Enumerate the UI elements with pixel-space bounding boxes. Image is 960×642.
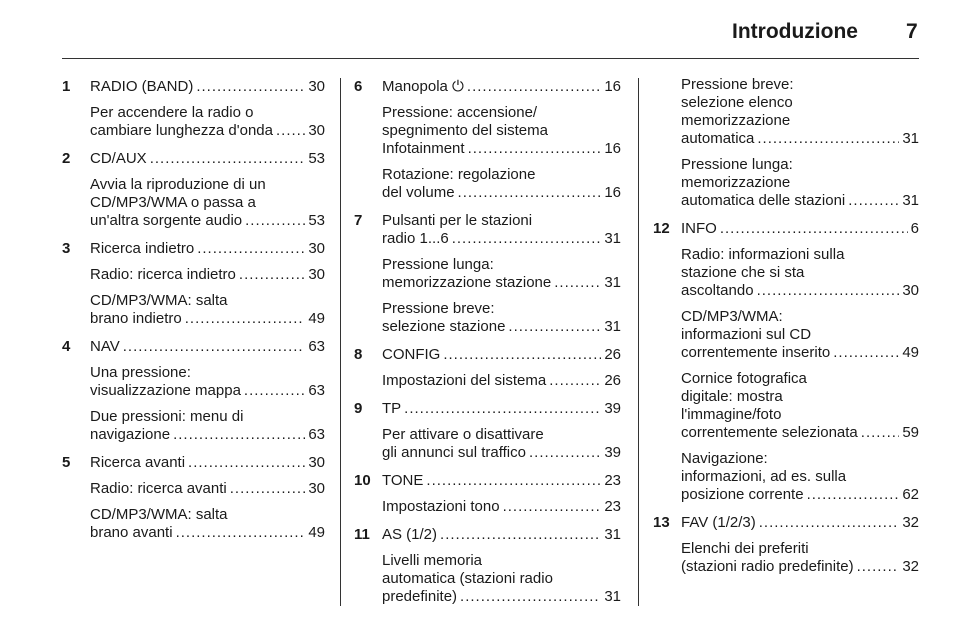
column-divider xyxy=(638,78,639,606)
entry-text: spegnimento del sistema xyxy=(382,122,548,139)
entry-page-number: 31 xyxy=(902,192,919,209)
index-entry xyxy=(354,526,621,544)
entry-body xyxy=(681,514,919,532)
index-subentry xyxy=(354,426,621,462)
index-subentry xyxy=(62,292,325,328)
entry-last-line xyxy=(681,282,919,300)
entry-number: 12 xyxy=(653,220,670,237)
entry-body xyxy=(382,526,621,544)
entry-last-line xyxy=(681,558,919,576)
entry-number xyxy=(354,256,382,292)
entry-text: brano indietro xyxy=(90,310,182,327)
entry-body xyxy=(382,104,621,158)
entry-text: Infotainment xyxy=(382,140,465,157)
dot-leader xyxy=(185,310,306,328)
entry-text: brano avanti xyxy=(90,524,173,541)
dot-leader xyxy=(123,338,306,356)
entry-text: Livelli memoria xyxy=(382,552,483,569)
entry-page-number: 30 xyxy=(308,454,325,471)
dot-leader xyxy=(503,498,602,516)
entry-number: 2 xyxy=(62,150,71,167)
index-entry xyxy=(354,346,621,364)
entry-body xyxy=(90,240,325,258)
entry-last-line xyxy=(90,310,325,328)
index-subentry xyxy=(653,156,919,210)
dot-leader xyxy=(757,130,899,148)
entry-number: 5 xyxy=(62,454,71,471)
entry-number xyxy=(354,552,382,606)
index-subentry xyxy=(653,370,919,442)
entry-text: informazioni, ad es. sulla xyxy=(681,468,847,485)
dot-leader xyxy=(759,514,900,532)
entry-number xyxy=(354,104,382,158)
entry-last-line xyxy=(382,372,621,390)
index-subentry xyxy=(354,498,621,516)
entry-text: FAV (1/2/3) xyxy=(681,514,756,531)
dot-leader xyxy=(549,372,601,390)
entry-text: CD/AUX xyxy=(90,150,147,167)
entry-text: ascoltando xyxy=(681,282,754,299)
entry-text: TONE xyxy=(382,472,424,489)
entry-last-line xyxy=(90,150,325,168)
entry-text: automatica xyxy=(681,130,755,147)
index-subentry xyxy=(62,506,325,542)
dot-leader xyxy=(197,240,305,258)
entry-page-number: 30 xyxy=(308,78,325,95)
entry-last-line xyxy=(90,122,325,140)
index-subentry xyxy=(62,364,325,400)
entry-number xyxy=(653,540,681,576)
entry-text: Manopola ⏻ xyxy=(382,78,464,95)
index-entry xyxy=(62,78,325,96)
entry-body xyxy=(90,176,325,230)
entry-text: CD/MP3/WMA: salta xyxy=(90,506,228,523)
entry-number xyxy=(354,166,382,202)
entry-number xyxy=(653,156,681,210)
entry-number xyxy=(653,76,681,148)
entry-text: Ricerca indietro xyxy=(90,240,195,257)
entry-page-number: 30 xyxy=(902,282,919,299)
entry-text: Impostazioni tono xyxy=(382,498,500,515)
dot-leader xyxy=(426,472,601,490)
entry-body xyxy=(382,472,621,490)
entry-text: Una pressione: xyxy=(90,364,191,381)
entry-text: Per attivare o disattivare xyxy=(382,426,544,443)
entry-number xyxy=(62,266,90,284)
entry-page-number: 23 xyxy=(604,472,621,489)
dot-leader xyxy=(757,282,900,300)
entry-number xyxy=(653,308,681,362)
index-entry xyxy=(653,220,919,238)
dot-leader xyxy=(833,344,899,362)
entry-number xyxy=(653,370,681,442)
index-subentry xyxy=(354,552,621,606)
entry-last-line xyxy=(382,400,621,418)
entry-text: Pressione: accensione/ xyxy=(382,104,538,121)
entry-body xyxy=(90,150,325,168)
entry-text: (stazioni radio predefinite) xyxy=(681,558,854,575)
entry-text: Radio: ricerca indietro xyxy=(90,266,236,283)
index-entry xyxy=(62,240,325,258)
entry-last-line xyxy=(681,220,919,238)
entry-text: memorizzazione xyxy=(681,174,791,191)
entry-page-number: 31 xyxy=(604,230,621,247)
entry-body xyxy=(90,292,325,328)
entry-last-line xyxy=(681,344,919,362)
entry-last-line xyxy=(90,454,325,472)
entry-last-line xyxy=(90,266,325,284)
index-entry xyxy=(62,150,325,168)
entry-body xyxy=(382,346,621,364)
entry-page-number: 6 xyxy=(910,220,919,237)
entry-text: CONFIG xyxy=(382,346,441,363)
entry-body xyxy=(382,212,621,248)
entry-text: correntemente selezionata xyxy=(681,424,858,441)
entry-text: selezione elenco xyxy=(681,94,793,111)
entry-last-line xyxy=(382,318,621,336)
entry-body xyxy=(90,454,325,472)
entry-last-line xyxy=(681,192,919,210)
entry-text: Impostazioni del sistema xyxy=(382,372,547,389)
dot-leader xyxy=(276,122,305,140)
entry-body xyxy=(90,266,325,284)
entry-body xyxy=(382,372,621,390)
dot-leader xyxy=(196,78,305,96)
entry-number: 11 xyxy=(354,526,370,543)
entry-page-number: 31 xyxy=(604,318,621,335)
entry-text: gli annunci sul traffico xyxy=(382,444,526,461)
entry-text: INFO xyxy=(681,220,717,237)
entry-page-number: 31 xyxy=(604,274,621,291)
entry-text: Per accendere la radio o xyxy=(90,104,254,121)
entry-text: Ricerca avanti xyxy=(90,454,186,471)
entry-last-line xyxy=(90,240,325,258)
entry-body xyxy=(90,338,325,356)
entry-number: 8 xyxy=(354,346,363,363)
dot-leader xyxy=(529,444,601,462)
entry-text: predefinite) xyxy=(382,588,458,605)
index-subentry xyxy=(653,246,919,300)
entry-last-line xyxy=(382,588,621,606)
entry-text: Pressione breve: xyxy=(681,76,794,93)
entry-page-number: 16 xyxy=(604,78,621,95)
entry-number xyxy=(354,372,382,390)
entry-page-number: 49 xyxy=(308,524,325,541)
entry-body xyxy=(90,480,325,498)
entry-page-number: 16 xyxy=(604,184,621,201)
index-entry xyxy=(354,400,621,418)
index-subentry xyxy=(653,450,919,504)
entry-last-line xyxy=(382,346,621,364)
entry-page-number: 53 xyxy=(308,212,325,229)
index-subentry xyxy=(62,266,325,284)
index-entry xyxy=(354,212,621,248)
dot-leader xyxy=(807,486,900,504)
index-entry xyxy=(354,472,621,490)
entry-last-line xyxy=(681,514,919,532)
entry-body xyxy=(382,400,621,418)
index-subentry xyxy=(354,104,621,158)
entry-body xyxy=(681,76,919,148)
dot-leader xyxy=(244,382,305,400)
entry-body xyxy=(90,506,325,542)
entry-text: navigazione xyxy=(90,426,171,443)
entry-text: Pressione lunga: xyxy=(382,256,494,273)
index-subentry xyxy=(653,76,919,148)
entry-text: AS (1/2) xyxy=(382,526,438,543)
dot-leader xyxy=(861,424,900,442)
dot-leader xyxy=(458,184,602,202)
index-entry xyxy=(62,454,325,472)
entry-body xyxy=(681,156,919,210)
header-rule xyxy=(62,58,919,59)
entry-text: Navigazione: xyxy=(681,450,768,467)
entry-number: 9 xyxy=(354,400,363,417)
entry-page-number: 26 xyxy=(604,346,621,363)
entry-text: automatica delle stazioni xyxy=(681,192,846,209)
entry-last-line xyxy=(382,230,621,248)
entry-last-line xyxy=(90,212,325,230)
entry-page-number: 30 xyxy=(308,240,325,257)
entry-page-number: 32 xyxy=(902,558,919,575)
entry-number xyxy=(653,450,681,504)
entry-body xyxy=(382,300,621,336)
entry-page-number: 23 xyxy=(604,498,621,515)
entry-body xyxy=(681,450,919,504)
entry-body xyxy=(382,256,621,292)
entry-text: Pressione breve: xyxy=(382,300,495,317)
entry-last-line xyxy=(382,140,621,158)
entry-last-line xyxy=(382,444,621,462)
dot-leader xyxy=(176,524,306,542)
column-2 xyxy=(354,78,621,616)
entry-number: 4 xyxy=(62,338,71,355)
entry-page-number: 31 xyxy=(604,526,621,543)
column-divider xyxy=(340,78,341,606)
entry-page-number: 63 xyxy=(308,426,325,443)
dot-leader xyxy=(452,230,602,248)
entry-text: NAV xyxy=(90,338,120,355)
entry-number: 13 xyxy=(653,514,670,531)
entry-page-number: 39 xyxy=(604,400,621,417)
entry-text: informazioni sul CD xyxy=(681,326,812,343)
index-subentry xyxy=(354,256,621,292)
entry-number: 7 xyxy=(354,212,363,229)
page-title: Introduzione xyxy=(732,20,858,43)
entry-last-line xyxy=(90,338,325,356)
entry-body xyxy=(382,498,621,516)
dot-leader xyxy=(554,274,601,292)
entry-body xyxy=(382,552,621,606)
entry-last-line xyxy=(382,498,621,516)
entry-body xyxy=(382,426,621,462)
entry-page-number: 26 xyxy=(604,372,621,389)
entry-body xyxy=(681,540,919,576)
entry-text: un'altra sorgente audio xyxy=(90,212,243,229)
entry-last-line xyxy=(382,184,621,202)
entry-text: Due pressioni: menu di xyxy=(90,408,244,425)
entry-body xyxy=(90,364,325,400)
entry-body xyxy=(681,308,919,362)
entry-text: Radio: informazioni sulla xyxy=(681,246,845,263)
entry-page-number: 39 xyxy=(604,444,621,461)
page-number: 7 xyxy=(906,20,918,43)
entry-text: CD/MP3/WMA o passa a xyxy=(90,194,256,211)
entry-page-number: 63 xyxy=(308,338,325,355)
entry-number: 6 xyxy=(354,78,363,95)
dot-leader xyxy=(440,526,601,544)
entry-number xyxy=(354,300,382,336)
dot-leader xyxy=(720,220,908,238)
entry-text: digitale: mostra xyxy=(681,388,783,405)
index-subentry xyxy=(62,104,325,140)
entry-text: Pressione lunga: xyxy=(681,156,793,173)
index-entry xyxy=(653,514,919,532)
entry-body xyxy=(681,220,919,238)
dot-leader xyxy=(508,318,601,336)
dot-leader xyxy=(460,588,601,606)
dot-leader xyxy=(245,212,305,230)
entry-text: CD/MP3/WMA: xyxy=(681,308,783,325)
index-subentry xyxy=(653,308,919,362)
entry-number: 1 xyxy=(62,78,71,95)
entry-page-number: 30 xyxy=(308,480,325,497)
entry-last-line xyxy=(90,382,325,400)
entry-text: Radio: ricerca avanti xyxy=(90,480,227,497)
entry-text: Pulsanti per le stazioni xyxy=(382,212,533,229)
index-subentry xyxy=(354,372,621,390)
dot-leader xyxy=(848,192,899,210)
entry-text: Rotazione: regolazione xyxy=(382,166,536,183)
entry-page-number: 49 xyxy=(308,310,325,327)
entry-last-line xyxy=(382,526,621,544)
entry-text: automatica (stazioni radio xyxy=(382,570,553,587)
entry-page-number: 32 xyxy=(902,514,919,531)
entry-text: stazione che si sta xyxy=(681,264,805,281)
entry-last-line xyxy=(681,130,919,148)
entry-text: l'immagine/foto xyxy=(681,406,782,423)
entry-text: Elenchi dei preferiti xyxy=(681,540,809,557)
index-subentry xyxy=(62,176,325,230)
column-3 xyxy=(653,78,919,586)
entry-number xyxy=(354,498,382,516)
index-subentry xyxy=(354,300,621,336)
entry-number xyxy=(62,480,90,498)
entry-page-number: 31 xyxy=(902,130,919,147)
index-subentry xyxy=(62,408,325,444)
entry-number xyxy=(354,426,382,462)
entry-last-line xyxy=(382,472,621,490)
entry-page-number: 30 xyxy=(308,122,325,139)
entry-number xyxy=(62,176,90,230)
index-entry xyxy=(354,78,621,96)
dot-leader xyxy=(467,78,601,96)
entry-text: RADIO (BAND) xyxy=(90,78,194,95)
dot-leader xyxy=(173,426,305,444)
dot-leader xyxy=(239,266,305,284)
entry-last-line xyxy=(382,78,621,96)
entry-body xyxy=(681,246,919,300)
entry-body xyxy=(90,78,325,96)
entry-text: cambiare lunghezza d'onda xyxy=(90,122,273,139)
entry-number: 3 xyxy=(62,240,71,257)
entry-text: CD/MP3/WMA: salta xyxy=(90,292,228,309)
entry-page-number: 31 xyxy=(604,588,621,605)
entry-text: memorizzazione xyxy=(681,112,791,129)
entry-text: del volume xyxy=(382,184,455,201)
index-entry xyxy=(62,338,325,356)
dot-leader xyxy=(230,480,306,498)
entry-last-line xyxy=(90,426,325,444)
entry-page-number: 16 xyxy=(604,140,621,157)
dot-leader xyxy=(443,346,601,364)
entry-number xyxy=(62,364,90,400)
entry-last-line xyxy=(681,486,919,504)
entry-page-number: 62 xyxy=(902,486,919,503)
index-subentry xyxy=(653,540,919,576)
entry-number: 10 xyxy=(354,472,371,489)
entry-body xyxy=(90,408,325,444)
column-1 xyxy=(62,78,325,552)
entry-number xyxy=(62,104,90,140)
dot-leader xyxy=(150,150,306,168)
entry-text: visualizzazione mappa xyxy=(90,382,241,399)
entry-body xyxy=(382,166,621,202)
entry-text: Avvia la riproduzione di un xyxy=(90,176,266,193)
dot-leader xyxy=(857,558,900,576)
entry-body xyxy=(382,78,621,96)
entry-page-number: 63 xyxy=(308,382,325,399)
entry-text: Cornice fotografica xyxy=(681,370,807,387)
entry-text: correntemente inserito xyxy=(681,344,831,361)
entry-page-number: 53 xyxy=(308,150,325,167)
dot-leader xyxy=(468,140,602,158)
entry-number xyxy=(62,292,90,328)
entry-last-line xyxy=(90,524,325,542)
dot-leader xyxy=(404,400,601,418)
entry-text: radio 1...6 xyxy=(382,230,449,247)
entry-number xyxy=(62,408,90,444)
entry-number xyxy=(62,506,90,542)
entry-number xyxy=(653,246,681,300)
entry-page-number: 59 xyxy=(902,424,919,441)
entry-text: selezione stazione xyxy=(382,318,506,335)
entry-last-line xyxy=(382,274,621,292)
entry-page-number: 49 xyxy=(902,344,919,361)
entry-page-number: 30 xyxy=(308,266,325,283)
entry-body xyxy=(90,104,325,140)
dot-leader xyxy=(188,454,305,472)
entry-body xyxy=(681,370,919,442)
entry-text: TP xyxy=(382,400,402,417)
index-subentry xyxy=(354,166,621,202)
entry-last-line xyxy=(681,424,919,442)
index-subentry xyxy=(62,480,325,498)
entry-text: posizione corrente xyxy=(681,486,804,503)
entry-last-line xyxy=(90,480,325,498)
entry-last-line xyxy=(90,78,325,96)
entry-text: memorizzazione stazione xyxy=(382,274,552,291)
